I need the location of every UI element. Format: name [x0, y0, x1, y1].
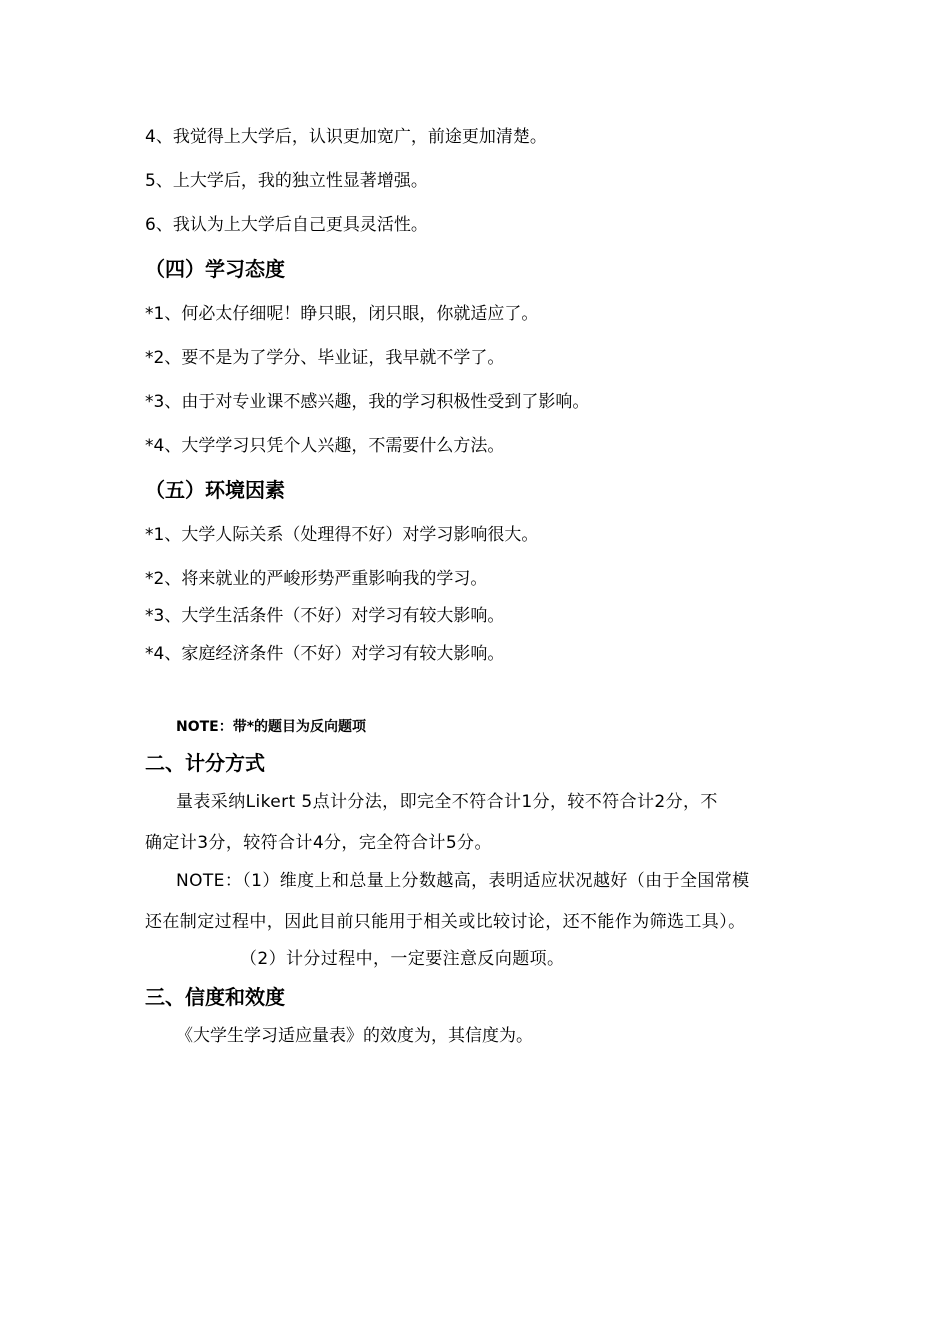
reliability-paragraph: 《大学生学习适应量表》的效度为，其信度为。 [176, 1026, 533, 1046]
reverse-items-note: NOTE：带*的题目为反向题项 [176, 719, 367, 735]
item-s5-4: *4、家庭经济条件（不好）对学习有较大影响。 [145, 644, 505, 664]
scoring-paragraph-line2: 确定计3分，较符合计4分，完全符合计5分。 [145, 833, 492, 853]
item-s3-5: 5、上大学后，我的独立性显著增强。 [145, 171, 428, 191]
item-s4-4: *4、大学学习只凭个人兴趣，不需要什么方法。 [145, 436, 505, 456]
item-s3-6: 6、我认为上大学后自己更具灵活性。 [145, 215, 428, 235]
scoring-note-line2: 还在制定过程中，因此目前只能用于相关或比较讨论，还不能作为筛选工具）。 [145, 912, 746, 932]
item-s3-4: 4、我觉得上大学后，认识更加宽广，前途更加清楚。 [145, 127, 547, 147]
item-s4-1: *1、何必太仔细呢！睁只眼，闭只眼，你就适应了。 [145, 304, 539, 324]
scoring-note-line1: NOTE：（1）维度上和总量上分数越高，表明适应状况越好（由于全国常模 [176, 871, 750, 891]
scoring-note-line3: （2）计分过程中，一定要注意反向题项。 [240, 949, 565, 969]
section-heading-environment: （五）环境因素 [145, 478, 285, 502]
section-heading-scoring: 二、计分方式 [145, 751, 265, 775]
item-s4-2: *2、要不是为了学分、毕业证，我早就不学了。 [145, 348, 505, 368]
item-s5-3: *3、大学生活条件（不好）对学习有较大影响。 [145, 606, 505, 626]
item-s5-2: *2、将来就业的严峻形势严重影响我的学习。 [145, 569, 488, 589]
section-heading-attitude: （四）学习态度 [145, 257, 285, 281]
scoring-paragraph-line1: 量表采纳Likert 5点计分法，即完全不符合计1分，较不符合计2分，不 [176, 792, 718, 812]
item-s4-3: *3、由于对专业课不感兴趣，我的学习积极性受到了影响。 [145, 392, 590, 412]
item-s5-1: *1、大学人际关系（处理得不好）对学习影响很大。 [145, 525, 539, 545]
section-heading-reliability: 三、信度和效度 [145, 985, 285, 1009]
